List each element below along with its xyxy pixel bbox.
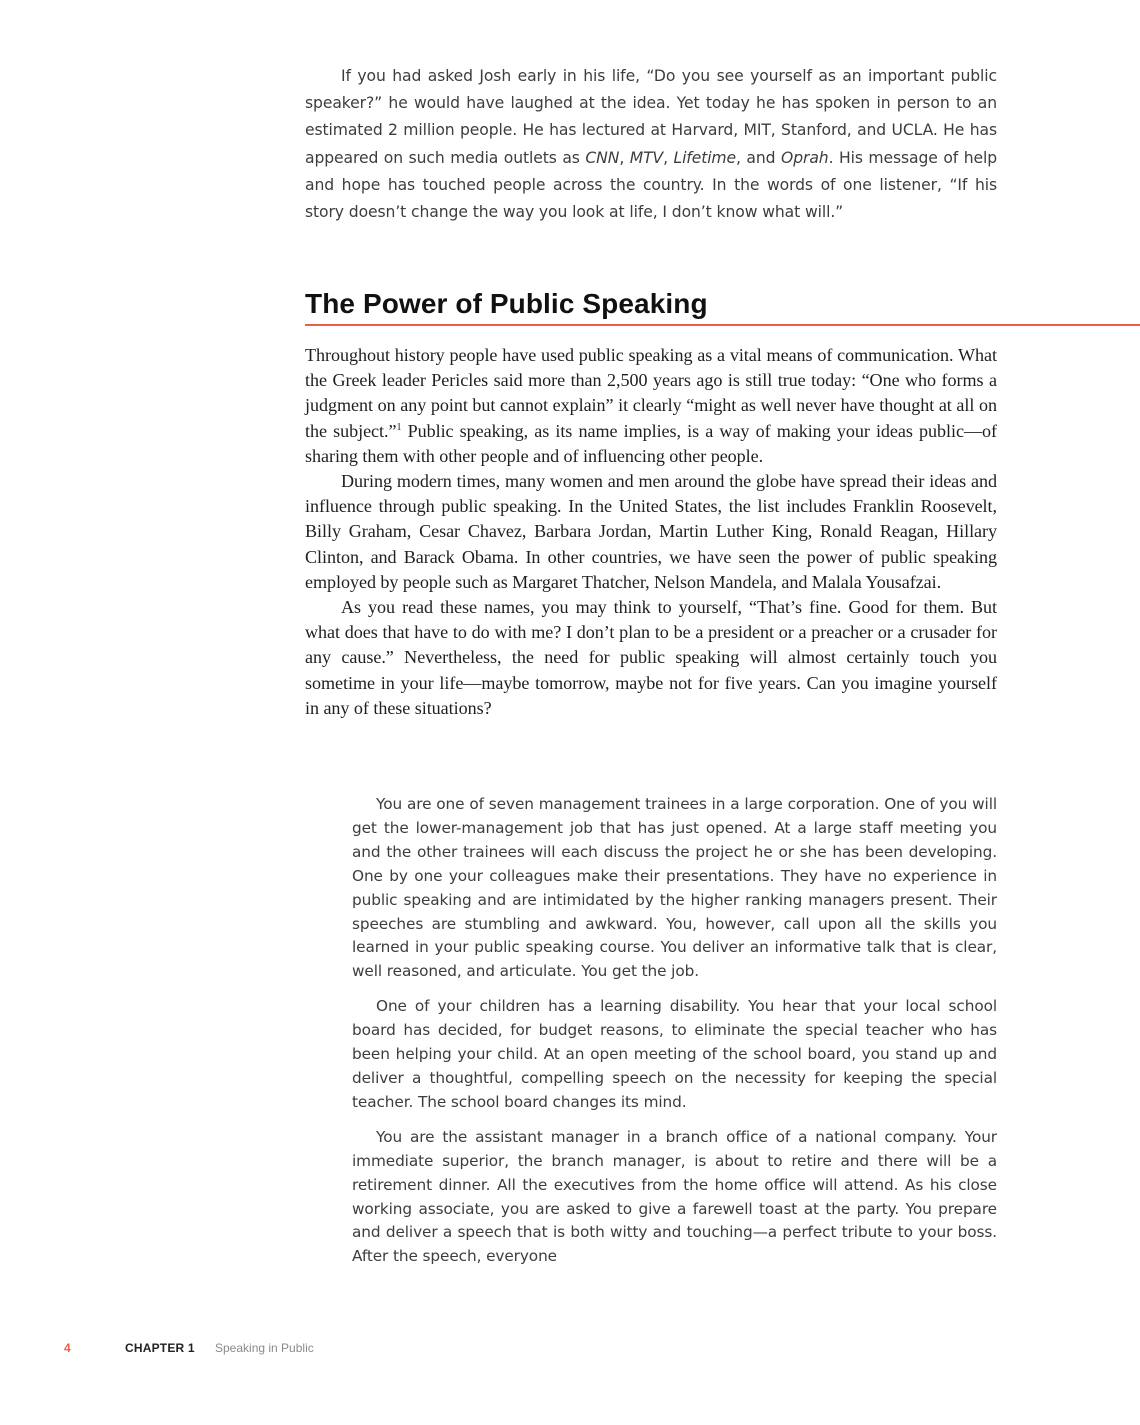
intro-paragraph: If you had asked Josh early in his life, “Do you see yourself as an important public speaker?” he would have laughed at the idea. Yet today he has spoken in person to an estimated 2 million people. He has lectured at Harvard, MIT, Stanford, and UCLA. He has appeared on such media outlets as CNN, MTV, Lifetime, and Oprah. His message of help and hope has touched people across the country. In the words of one listener, “If his story doesn’t change the way you look at life, I don’t know what will.” [305,67,998,222]
section-heading-block [305,288,1140,326]
media-outlet-mtv: MTV [629,148,664,167]
page-number: 4 [64,1341,71,1355]
scenario-paragraph: You are the assistant manager in a branch office of a national company. Your immediate superior, the branch manager, is about to retire and there will be a retirement dinner. All the executives from the home office will attend. As his close working associate, you are asked to give a farewell toast at the party. You prepare and deliver a speech that is both witty and touching—a perfect tribute to your boss. After the speech, everyone [352,1127,997,1266]
body-paragraph-2: During modern times, many women and men around the globe have spread their ideas and influence through public speaking. In the United States, the list includes Franklin Roosevelt, Billy Graham, Cesar Chavez, Barbara Jordan, Martin Luther King, Ronald Reagan, Hillary Clinton, and Barack Obama. In other countries, we have seen the power of public speaking employed by people such as Margaret Thatcher, Nelson Mandela, and Malala Yousafzai. [305,471,997,592]
media-outlet-cnn: CNN [585,148,620,167]
body-text [305,343,997,721]
body-paragraph-1: Throughout history people have used public speaking as a vital means of communication. What the Greek leader Pericles said more than 2,500 years ago is still true today: “One who forms a judgment on any point but cannot explain” it clearly “might as well never have thought at all on the subject.”$^1$ Public speaking, as its name implies, is a way of making your ideas public—of sharing them with other people and of influencing other people. [305,345,997,466]
body-paragraph-3: As you read these names, you may think to yourself, “That’s fine. Good for them. But what does that have to do with me? I don’t plan to be a president or a preacher or a crusader for any cause.” Nevertheless, the need for public speaking will almost certainly touch you sometime in your life—maybe tomorrow, maybe not for five years. Can you imagine yourself in any of these situations? [305,597,997,718]
scenario-paragraph: You are one of seven management trainees in a large corporation. One of you will get the lower-management job that has just opened. At a large staff meeting you and the other trainees will each discuss the project he or she has been developing. One by one your colleagues make their presentations. They have no experience in public speaking and are intimidated by the higher ranking managers present. Their speeches are stumbling and awkward. You, however, call upon all the skills you learned in your public speaking course. You deliver an informative talk that is clear, well reasoned, and articulate. You get the job. [352,795,997,981]
heading-rule [305,324,1140,326]
media-outlet-lifetime: Lifetime [673,148,737,167]
scenario-paragraph: One of your children has a learning disability. You hear that your local school board has decided, for budget reasons, to eliminate the special teacher who has been helping your child. At an open meeting of the school board, you stand up and deliver a thoughtful, compelling speech on the necessity for keeping the special teacher. The school board changes its mind. [352,997,997,1111]
chapter-title: Speaking in Public [215,1341,314,1355]
intro-paragraph-block [305,63,997,226]
scenario-list [352,793,997,1280]
media-outlet-oprah: Oprah [781,148,829,167]
page-footer [0,1341,1140,1361]
section-heading: The Power of Public Speaking [305,288,708,319]
footnote-marker: 1 [396,421,402,433]
chapter-label: CHAPTER 1 [125,1341,195,1355]
